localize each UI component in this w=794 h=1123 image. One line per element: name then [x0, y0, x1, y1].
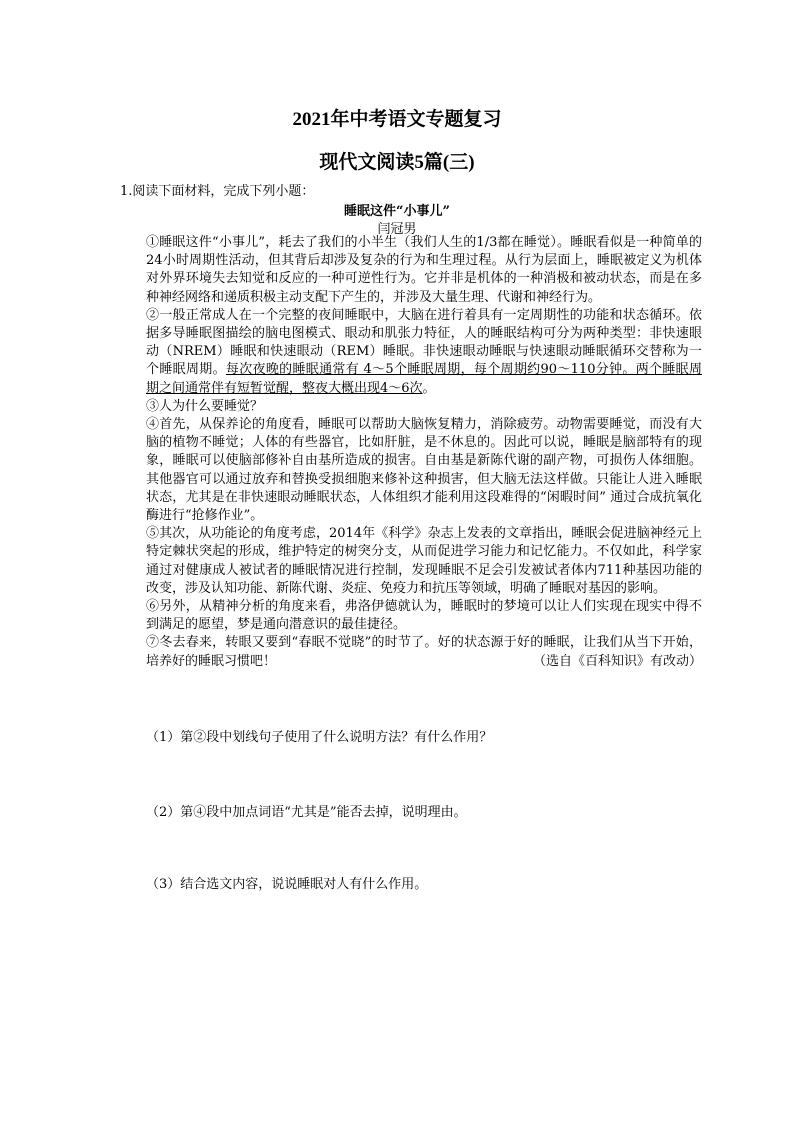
underlined-sentence: 每次夜晚的睡眠通常有 4～5个睡眠周期，每个周期约90～110分钟。两个睡眠周期之间通常伴有短暂觉醒，整夜大概出现4～6次: [146, 362, 702, 396]
paragraph-2-text: ②一般正常成人在一个完整的夜间睡眠中，大脑在进行着具有一定周期性的功能和状态循环。依据多导睡眠图描绘的脑电图模式、眼动和肌张力特征，人的睡眠结构可分为两种类型：非快速眼动（NREM）睡眠和快速眼动（REM）睡眠。非快速眼动睡眠与快速眼动睡眠循环交替称为一个睡眠周期。: [146, 307, 702, 378]
paragraph-2-end: 。: [422, 380, 436, 396]
subquestion-3: （3）结合选文内容，说说睡眠对人有什么作用。: [146, 877, 428, 892]
paragraph-7: [146, 634, 702, 670]
paragraph-6: ⑥另外，从精神分析的角度来看，弗洛伊德就认为，睡眠时的梦境可以让人们实现在现实中得不到满足的愿望，梦是通向潜意识的最佳捷径。: [146, 599, 702, 633]
paragraph-1: ①睡眠这件“小事儿”，耗去了我们的小半生（我们人生的1/3都在睡觉）。睡眠看似是一种简单的24小时周期性活动，但其背后却涉及复杂的行为和生理过程。从行为层面上，睡眠被定义为机体对外界环境失去知觉和反应的一种可逆性行为。它并非是机体的一种消极和被动状态，而是在多种神经网络和递质积极主动支配下产生的，并涉及大量生理、代谢和神经行为。: [146, 235, 702, 305]
question-intro: 1.阅读下面材料，完成下列小题：: [120, 184, 315, 199]
paragraph-4: ④首先，从保养论的角度看，睡眠可以帮助大脑恢复精力，消除疲劳。动物需要睡觉，而没有大脑的植物不睡觉；人体的有些器官，比如肝脏，是不休息的。因此可以说，睡眠是脑部特有的现象，睡眠可以使脑部修补自由基所造成的损害。自由基是新陈代谢的副产物，可损伤人体细胞。其他器官可以通过放弃和替换受损细胞来修补这种损害，但大脑无法这样做。只能让人进入睡眠状态，尤其是在非快速眼动睡眠状态，人体组织才能利用这段难得的“闲暇时间” 通过合成抗氧化酶进行“抢修作业”。: [146, 417, 702, 524]
document-title: 2021年中考语文专题复习: [292, 109, 502, 130]
paragraph-7-text: ⑦冬去春来，转眼又要到“春眠不觉晓”的时节了。好的状态源于好的睡眠，让我们从当下开始，培养好的睡眠习惯吧！: [146, 635, 702, 669]
paragraph-5: ⑤其次，从功能论的角度考虑，2014年《科学》杂志上发表的文章指出，睡眠会促进脑神经元上特定棘状突起的形成，维护特定的树突分支，从而促进学习能力和记忆能力。不仅如此，科学家通过对健康成人被试者的睡眠情况进行控制，发现睡眠不足会引发被试者体内711种基因功能的改变，涉及认知功能、新陈代谢、炎症、免疫力和抗压等领域，明确了睡眠对基因的影响。: [146, 526, 702, 596]
subquestion-2: （2）第④段中加点词语“尤其是”能否去掉，说明理由。: [146, 805, 467, 820]
article-title: 睡眠这件“小事儿”: [344, 204, 450, 219]
article-body: [146, 234, 702, 671]
paragraph-2: [146, 307, 702, 398]
document-subtitle: 现代文阅读5篇(三): [319, 152, 475, 173]
subquestion-1: （1）第②段中划线句子使用了什么说明方法？有什么作用？: [146, 730, 493, 745]
article-author: 闫冠男: [377, 222, 417, 237]
paragraph-3: ③人为什么要睡觉？: [146, 398, 264, 414]
article-source: （选自《百科知识》有改动）: [532, 653, 702, 669]
